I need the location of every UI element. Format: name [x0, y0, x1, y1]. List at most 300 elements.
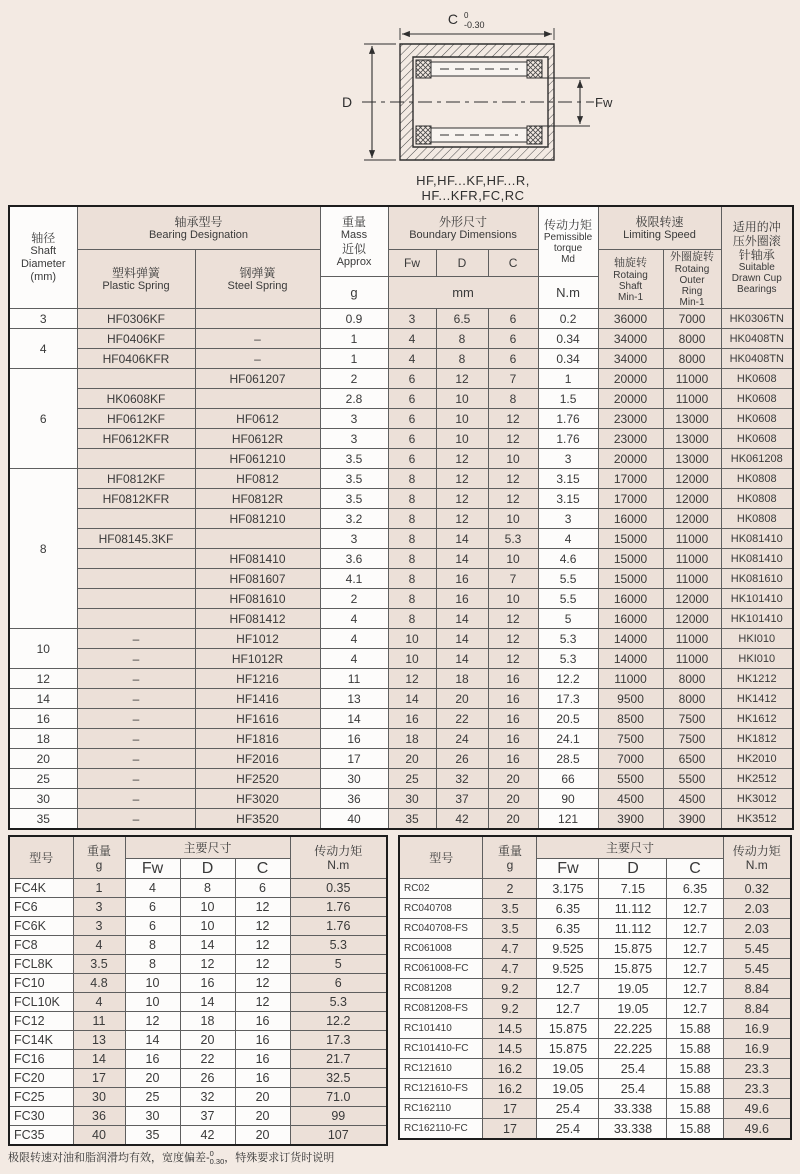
outer-diameter-cell: 8 — [436, 349, 488, 369]
steel-spring-cell: HF081210 — [195, 509, 320, 529]
shaft-diameter-cell: 10 — [9, 629, 77, 669]
width-c-cell: 12.7 — [667, 999, 723, 1019]
shaft-speed-cell: 5500 — [598, 769, 663, 789]
mass-cell: 36 — [73, 1107, 125, 1126]
table-row — [399, 919, 791, 939]
plastic-spring-cell: HK0608KF — [77, 389, 195, 409]
table-row — [9, 1012, 387, 1031]
fw-cell: 20 — [388, 749, 436, 769]
fw-cell: 6.35 — [537, 919, 599, 939]
outer-diameter-cell: 8 — [180, 879, 235, 898]
spec-row — [9, 569, 793, 589]
width-c-cell: 6 — [488, 329, 538, 349]
mass-cell: 36 — [320, 789, 388, 809]
outer-diameter-cell: 25.4 — [599, 1059, 667, 1079]
fw-cell: 6 — [125, 898, 180, 917]
spec-row — [9, 489, 793, 509]
spec-row — [9, 649, 793, 669]
mass-cell: 40 — [73, 1126, 125, 1146]
outer-ring-speed-cell: 11000 — [663, 629, 721, 649]
header-rotating-shaft-speed: 轴旋转 Rotaing Shaft Min-1 — [598, 250, 663, 309]
steel-spring-cell: HF061210 — [195, 449, 320, 469]
model-cell: RC061008 — [399, 939, 483, 959]
plastic-spring-cell: HF0406KFR — [77, 349, 195, 369]
outer-ring-speed-cell: 11000 — [663, 369, 721, 389]
fw-cell: 14 — [125, 1031, 180, 1050]
model-cell: FC35 — [9, 1126, 73, 1146]
header-rotating-outer-ring-speed: 外圈旋转 Rotaing Outer Ring Min-1 — [663, 250, 721, 309]
mass-cell: 9.2 — [483, 999, 537, 1019]
fc-series-table — [8, 835, 388, 1146]
spec-row — [9, 429, 793, 449]
outer-diameter-cell: 14 — [436, 629, 488, 649]
torque-cell: 121 — [538, 809, 598, 830]
plastic-spring-cell — [77, 449, 195, 469]
mass-cell: 3.5 — [483, 899, 537, 919]
width-c-cell: 10 — [488, 549, 538, 569]
fw-cell: 6 — [125, 917, 180, 936]
fw-cell: 10 — [125, 974, 180, 993]
width-c-cell: 20 — [488, 809, 538, 830]
table-row — [9, 1050, 387, 1069]
torque-cell: 23.3 — [723, 1059, 791, 1079]
outer-ring-speed-cell: 13000 — [663, 429, 721, 449]
fw-cell: 4 — [388, 329, 436, 349]
width-c-cell: 16 — [235, 1050, 290, 1069]
mass-cell: 3 — [73, 917, 125, 936]
outer-diameter-cell: 10 — [436, 429, 488, 449]
outer-diameter-cell: 22.225 — [599, 1039, 667, 1059]
table-row — [399, 1099, 791, 1119]
bearing-diagram — [318, 10, 628, 203]
fc-header-mass: 重量 g — [73, 836, 125, 879]
suitable-bearing-cell: HK2512 — [721, 769, 793, 789]
width-c-cell: 6 — [488, 349, 538, 369]
header-permissible-torque: 传动力矩 Pemissible torque Md — [538, 206, 598, 277]
outer-diameter-cell: 7.15 — [599, 879, 667, 899]
width-c-cell: 12.7 — [667, 939, 723, 959]
mass-cell: 30 — [73, 1088, 125, 1107]
suitable-bearing-cell: HKI010 — [721, 629, 793, 649]
torque-cell: 99 — [290, 1107, 387, 1126]
outer-diameter-cell: 14 — [436, 649, 488, 669]
shaft-speed-cell: 7000 — [598, 749, 663, 769]
torque-cell: 90 — [538, 789, 598, 809]
spec-row — [9, 549, 793, 569]
plastic-spring-cell: – — [77, 749, 195, 769]
suitable-bearing-cell: HK1212 — [721, 669, 793, 689]
d-dimension-label: D — [342, 94, 353, 110]
model-cell: RC02 — [399, 879, 483, 899]
outer-diameter-cell: 42 — [436, 809, 488, 830]
rc-table-header — [399, 836, 791, 879]
spec-row — [9, 509, 793, 529]
torque-cell: 1.76 — [538, 429, 598, 449]
plastic-spring-cell — [77, 549, 195, 569]
diagram-caption — [318, 173, 628, 203]
fw-cell: 8 — [388, 469, 436, 489]
outer-ring-speed-cell: 5500 — [663, 769, 721, 789]
main-table-body — [9, 309, 793, 830]
outer-ring-speed-cell: 7500 — [663, 709, 721, 729]
width-c-cell: 12 — [488, 489, 538, 509]
mass-cell: 3.5 — [320, 449, 388, 469]
seal-crosshatch — [416, 60, 431, 78]
table-row — [9, 974, 387, 993]
suitable-bearing-cell: HK0808 — [721, 489, 793, 509]
shaft-speed-cell: 20000 — [598, 369, 663, 389]
outer-diameter-cell: 26 — [436, 749, 488, 769]
steel-spring-cell: HF0612R — [195, 429, 320, 449]
torque-cell: 12.2 — [290, 1012, 387, 1031]
shaft-diameter-cell: 12 — [9, 669, 77, 689]
fw-cell: 6 — [388, 409, 436, 429]
mass-cell: 4.7 — [483, 939, 537, 959]
model-cell: FC6K — [9, 917, 73, 936]
table-row — [399, 999, 791, 1019]
mass-cell: 16.2 — [483, 1079, 537, 1099]
table-row — [9, 1088, 387, 1107]
spec-row — [9, 729, 793, 749]
steel-spring-cell: HF3020 — [195, 789, 320, 809]
outer-ring-speed-cell: 3900 — [663, 809, 721, 830]
torque-cell: 8.84 — [723, 979, 791, 999]
mass-cell: 14.5 — [483, 1019, 537, 1039]
fw-cell: 18 — [388, 729, 436, 749]
spec-row — [9, 369, 793, 389]
fw-cell: 3 — [388, 309, 436, 329]
header-mass: 重量 Mass 近似 Approx — [320, 206, 388, 277]
steel-spring-cell: HF0812 — [195, 469, 320, 489]
fw-cell: 30 — [125, 1107, 180, 1126]
torque-cell: 4 — [538, 529, 598, 549]
torque-cell: 5.3 — [538, 629, 598, 649]
table-row — [399, 1059, 791, 1079]
outer-diameter-cell: 11.112 — [599, 919, 667, 939]
mass-cell: 1 — [73, 879, 125, 898]
width-c-cell: 20 — [235, 1126, 290, 1146]
bearing-cross-section-drawing — [318, 10, 628, 168]
model-cell: FC6 — [9, 898, 73, 917]
suitable-bearing-cell: HK1412 — [721, 689, 793, 709]
steel-spring-cell: HF1216 — [195, 669, 320, 689]
outer-diameter-cell: 16 — [436, 569, 488, 589]
fc-table-body — [9, 879, 387, 1146]
fw-cell: 35 — [388, 809, 436, 830]
outer-diameter-cell: 22 — [180, 1050, 235, 1069]
mass-cell: 3 — [320, 429, 388, 449]
rc-header-model: 型号 — [399, 836, 483, 879]
mass-cell: 3 — [73, 898, 125, 917]
fw-cell: 4 — [388, 349, 436, 369]
torque-cell: 1.76 — [290, 898, 387, 917]
steel-spring-cell: HF0812R — [195, 489, 320, 509]
model-cell: RC162110 — [399, 1099, 483, 1119]
torque-cell: 5.5 — [538, 589, 598, 609]
width-c-cell: 15.88 — [667, 1119, 723, 1140]
outer-diameter-cell: 19.05 — [599, 999, 667, 1019]
outer-diameter-cell: 33.338 — [599, 1119, 667, 1140]
fc-header-main-dimensions: 主要尺寸 — [125, 836, 290, 859]
shaft-diameter-cell: 16 — [9, 709, 77, 729]
outer-diameter-cell: 37 — [180, 1107, 235, 1126]
steel-spring-cell — [195, 389, 320, 409]
suitable-bearing-cell: HK0408TN — [721, 329, 793, 349]
outer-diameter-cell: 22.225 — [599, 1019, 667, 1039]
bottom-tables — [8, 835, 792, 1146]
outer-diameter-cell: 10 — [180, 898, 235, 917]
spec-row — [9, 689, 793, 709]
fw-cell: 19.05 — [537, 1079, 599, 1099]
spec-row — [9, 809, 793, 830]
rc-series-table — [398, 835, 792, 1140]
suitable-bearing-cell: HK1612 — [721, 709, 793, 729]
outer-diameter-cell: 42 — [180, 1126, 235, 1146]
torque-cell: 1.76 — [538, 409, 598, 429]
shaft-speed-cell: 23000 — [598, 429, 663, 449]
mass-cell: 17 — [320, 749, 388, 769]
outer-diameter-cell: 12 — [436, 469, 488, 489]
model-cell: RC121610 — [399, 1059, 483, 1079]
steel-spring-cell: HF1012 — [195, 629, 320, 649]
shaft-speed-cell: 3900 — [598, 809, 663, 830]
width-c-cell: 12 — [235, 898, 290, 917]
width-c-cell: 16 — [235, 1069, 290, 1088]
shaft-speed-cell: 16000 — [598, 509, 663, 529]
mass-cell: 40 — [320, 809, 388, 830]
table-row — [9, 993, 387, 1012]
outer-ring-speed-cell: 12000 — [663, 589, 721, 609]
diagram-caption-line2: HF...KFR,FC,RC — [421, 188, 525, 203]
rc-header-fw: Fw — [537, 859, 599, 879]
model-cell: FC30 — [9, 1107, 73, 1126]
width-c-cell: 12 — [235, 974, 290, 993]
mass-cell: 17 — [73, 1069, 125, 1088]
width-c-cell: 16 — [488, 729, 538, 749]
outer-diameter-cell: 19.05 — [599, 979, 667, 999]
width-c-cell: 16 — [488, 689, 538, 709]
mass-cell: 3.6 — [320, 549, 388, 569]
spec-row — [9, 349, 793, 369]
torque-cell: 3 — [538, 449, 598, 469]
table-row — [9, 936, 387, 955]
width-c-cell: 15.88 — [667, 1059, 723, 1079]
outer-diameter-cell: 12 — [436, 489, 488, 509]
table-row — [9, 955, 387, 974]
outer-diameter-cell: 18 — [180, 1012, 235, 1031]
model-cell: RC101410-FC — [399, 1039, 483, 1059]
fw-cell: 8 — [388, 609, 436, 629]
outer-diameter-cell: 10 — [436, 409, 488, 429]
torque-cell: 16.9 — [723, 1019, 791, 1039]
width-c-cell: 12 — [488, 629, 538, 649]
shaft-speed-cell: 4500 — [598, 789, 663, 809]
spec-row — [9, 769, 793, 789]
header-steel-spring: 钢弹簧 Steel Spring — [195, 250, 320, 309]
table-row — [9, 1126, 387, 1146]
outer-diameter-cell: 14 — [436, 529, 488, 549]
suitable-bearing-cell: HKI010 — [721, 649, 793, 669]
header-plastic-spring: 塑料弹簧 Plastic Spring — [77, 250, 195, 309]
outer-diameter-cell: 14 — [436, 549, 488, 569]
torque-cell: 16.9 — [723, 1039, 791, 1059]
outer-diameter-cell: 33.338 — [599, 1099, 667, 1119]
shaft-speed-cell: 16000 — [598, 589, 663, 609]
width-c-cell: 16 — [235, 1031, 290, 1050]
torque-cell: 21.7 — [290, 1050, 387, 1069]
fc-header-c: C — [235, 859, 290, 879]
fw-cell: 14 — [388, 689, 436, 709]
table-row — [399, 1039, 791, 1059]
outer-ring-speed-cell: 11000 — [663, 549, 721, 569]
outer-diameter-cell: 12 — [436, 509, 488, 529]
table-row — [399, 1019, 791, 1039]
suitable-bearing-cell: HK0608 — [721, 429, 793, 449]
shaft-diameter-cell: 14 — [9, 689, 77, 709]
model-cell: FC10 — [9, 974, 73, 993]
outer-ring-speed-cell: 12000 — [663, 509, 721, 529]
shaft-diameter-cell: 30 — [9, 789, 77, 809]
footnote-tolerance: 0 0.30 — [209, 1149, 225, 1166]
torque-cell: 17.3 — [538, 689, 598, 709]
mass-cell: 2.8 — [320, 389, 388, 409]
model-cell: RC101410 — [399, 1019, 483, 1039]
width-c-cell: 15.88 — [667, 1019, 723, 1039]
outer-diameter-cell: 25.4 — [599, 1079, 667, 1099]
width-c-cell: 7 — [488, 369, 538, 389]
width-c-cell: 6.35 — [667, 879, 723, 899]
steel-spring-cell: HF1012R — [195, 649, 320, 669]
suitable-bearing-cell: HK0608 — [721, 369, 793, 389]
header-mm-unit: mm — [388, 277, 538, 309]
steel-spring-cell — [195, 309, 320, 329]
torque-cell: 2.03 — [723, 919, 791, 939]
mass-cell: 30 — [320, 769, 388, 789]
spec-row — [9, 589, 793, 609]
steel-spring-cell: – — [195, 329, 320, 349]
shaft-diameter-cell: 25 — [9, 769, 77, 789]
shaft-diameter-cell: 18 — [9, 729, 77, 749]
table-row — [9, 917, 387, 936]
fw-cell: 6 — [388, 389, 436, 409]
fw-cell: 20 — [125, 1069, 180, 1088]
steel-spring-cell: HF081410 — [195, 549, 320, 569]
table-row — [9, 1107, 387, 1126]
width-c-cell: 6 — [488, 309, 538, 329]
steel-spring-cell: HF061207 — [195, 369, 320, 389]
fw-cell: 15.875 — [537, 1039, 599, 1059]
fw-cell: 12 — [125, 1012, 180, 1031]
suitable-bearing-cell: HK0306TN — [721, 309, 793, 329]
outer-ring-speed-cell: 8000 — [663, 329, 721, 349]
shaft-diameter-cell: 6 — [9, 369, 77, 469]
plastic-spring-cell: – — [77, 769, 195, 789]
fw-cell: 8 — [388, 589, 436, 609]
outer-diameter-cell: 24 — [436, 729, 488, 749]
seal-crosshatch — [527, 126, 542, 144]
shaft-diameter-cell: 20 — [9, 749, 77, 769]
mass-cell: 4 — [320, 609, 388, 629]
torque-cell: 1.76 — [290, 917, 387, 936]
suitable-bearing-cell: HK0408TN — [721, 349, 793, 369]
plastic-spring-cell: – — [77, 629, 195, 649]
fw-cell: 3.175 — [537, 879, 599, 899]
mass-cell: 4.8 — [73, 974, 125, 993]
torque-cell: 5.3 — [538, 649, 598, 669]
fw-cell: 9.525 — [537, 939, 599, 959]
mass-cell: 13 — [73, 1031, 125, 1050]
table-row — [9, 879, 387, 898]
outer-diameter-cell: 15.875 — [599, 939, 667, 959]
fc-table-header — [9, 836, 387, 879]
mass-cell: 2 — [320, 369, 388, 389]
plastic-spring-cell: HF0812KF — [77, 469, 195, 489]
c-tolerance-lower: -0.30 — [464, 20, 485, 30]
spec-row — [9, 609, 793, 629]
shaft-speed-cell: 16000 — [598, 609, 663, 629]
width-c-cell: 12 — [488, 649, 538, 669]
outer-ring-speed-cell: 12000 — [663, 489, 721, 509]
shaft-speed-cell: 8500 — [598, 709, 663, 729]
fw-cell: 12.7 — [537, 999, 599, 1019]
fw-cell: 10 — [388, 629, 436, 649]
shaft-diameter-cell: 4 — [9, 329, 77, 369]
model-cell: FC12 — [9, 1012, 73, 1031]
header-fw: Fw — [388, 250, 436, 277]
fw-cell: 12 — [388, 669, 436, 689]
width-c-cell: 15.88 — [667, 1099, 723, 1119]
steel-spring-cell: HF081607 — [195, 569, 320, 589]
fw-cell: 15.875 — [537, 1019, 599, 1039]
outer-diameter-cell: 12 — [180, 955, 235, 974]
mass-cell: 4.1 — [320, 569, 388, 589]
suitable-bearing-cell: HK3512 — [721, 809, 793, 830]
shaft-speed-cell: 11000 — [598, 669, 663, 689]
spec-row — [9, 449, 793, 469]
torque-cell: 49.6 — [723, 1119, 791, 1140]
torque-cell: 1.5 — [538, 389, 598, 409]
model-cell: FC25 — [9, 1088, 73, 1107]
suitable-bearing-cell: HK081410 — [721, 549, 793, 569]
width-c-cell: 12 — [235, 993, 290, 1012]
width-c-cell: 12 — [488, 469, 538, 489]
outer-diameter-cell: 6.5 — [436, 309, 488, 329]
plastic-spring-cell — [77, 369, 195, 389]
header-torque-unit: N.m — [538, 277, 598, 309]
fw-cell: 30 — [388, 789, 436, 809]
mass-cell: 17 — [483, 1099, 537, 1119]
plastic-spring-cell: – — [77, 709, 195, 729]
plastic-spring-cell: – — [77, 689, 195, 709]
shaft-diameter-cell: 3 — [9, 309, 77, 329]
suitable-bearing-cell: HK3012 — [721, 789, 793, 809]
outer-ring-speed-cell: 13000 — [663, 449, 721, 469]
shaft-diameter-cell: 8 — [9, 469, 77, 629]
width-c-cell: 12.7 — [667, 959, 723, 979]
steel-spring-cell: HF2016 — [195, 749, 320, 769]
torque-cell: 0.34 — [538, 329, 598, 349]
width-c-cell: 12.7 — [667, 919, 723, 939]
mass-cell: 16 — [320, 729, 388, 749]
width-c-cell: 12 — [488, 409, 538, 429]
model-cell: RC081208-FS — [399, 999, 483, 1019]
seal-crosshatch — [416, 126, 431, 144]
torque-cell: 0.34 — [538, 349, 598, 369]
outer-diameter-cell: 37 — [436, 789, 488, 809]
fw-cell: 6 — [388, 429, 436, 449]
rc-header-main-dimensions: 主要尺寸 — [537, 836, 723, 859]
mass-cell: 3.5 — [320, 469, 388, 489]
